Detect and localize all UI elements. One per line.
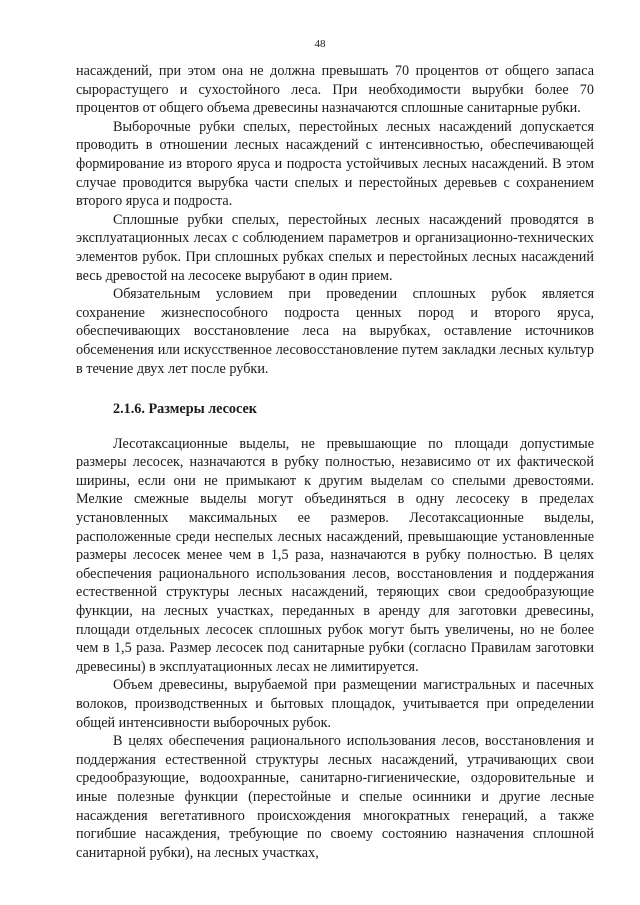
paragraph: Выборочные рубки спелых, перестойных лесных насаждений допускается проводить в отношении лесных насаждений с интенсивностью, обеспечивающей формирование из второго яруса и подроста устойчивых лесных насаждений. В этом случае проводится вырубка части спелых и перестойных деревьев с сохранением второго яруса и подроста. — [76, 118, 594, 210]
paragraph: Объем древесины, вырубаемой при размещении магистральных и пасечных волоков, производственных и бытовых площадок, учитывается при определении общей интенсивности выборочных рубок. — [76, 677, 594, 731]
paragraph: Лесотаксационные выделы, не превышающие по площади допустимые размеры лесосек, назначаются в рубку полностью, независимо от их фактической ширины, если они не примыкают к другим выделам со спелыми древостоями. Мелкие смежные выделы могут объединяться в одну лесосеку в пределах установленных максимальных ее размеров. Лесотаксационные выделы, расположенные среди неспелых лесных насаждений, превышающие установленные размеры лесосек менее чем в 1,5 раза, назначаются в рубку полностью. В целях обеспечения рационального использования лесов, восстановления и поддержания естественной структуры лесных насаждений, теряющих свои средообразующие функции, на лесных участках, переданных в аренду для заготовки древесины, площади отдельных лесосек сплошных рубок могут быть увеличены, но не более чем в 1,5 раза. Размер лесосек под санитарные рубки (согласно Правилам заготовки древесины) в эксплуатационных лесах не лимитируется. — [76, 435, 594, 675]
section-heading: 2.1.6. Размеры лесосек — [113, 401, 257, 418]
paragraph: насаждений, при этом она не должна превышать 70 процентов от общего запаса сырорастущего и сухостойного леса. При необходимости вырубки более 70 процентов от общего объема древесины назначаются сплошные санитарные рубки. — [76, 63, 594, 117]
paragraph: В целях обеспечения рационального использования лесов, восстановления и поддержания естественной структуры лесных насаждений, утрачивающих свои средообразующие, водоохранные, санитарно-гигиенические, оздоровительные и иные полезные функции (перестойные и спелые осинники и другие лесные насаждения вегетативного происхождения многократных генераций, а также погибшие насаждения, требующие по своему состоянию назначения сплошной санитарной рубки), на лесных участках, — [76, 733, 594, 861]
document-body — [76, 62, 594, 862]
paragraph: Сплошные рубки спелых, перестойных лесных насаждений проводятся в эксплуатационных лесах с соблюдением параметров и организационно-технических элементов рубок. При сплошных рубках спелых и перестойных лесных насаждений весь древостой на лесосеке вырубают в один прием. — [76, 211, 594, 284]
page-number: 48 — [314, 38, 326, 50]
paragraph: Обязательным условием при проведении сплошных рубок является сохранение жизнеспособного подроста ценных пород и второго яруса, обеспечивающих восстановление леса на вырубках, оставление источников обсеменения или искусственное лесовосстановление путем закладки лесных культур в течение двух лет после рубки. — [76, 286, 594, 377]
